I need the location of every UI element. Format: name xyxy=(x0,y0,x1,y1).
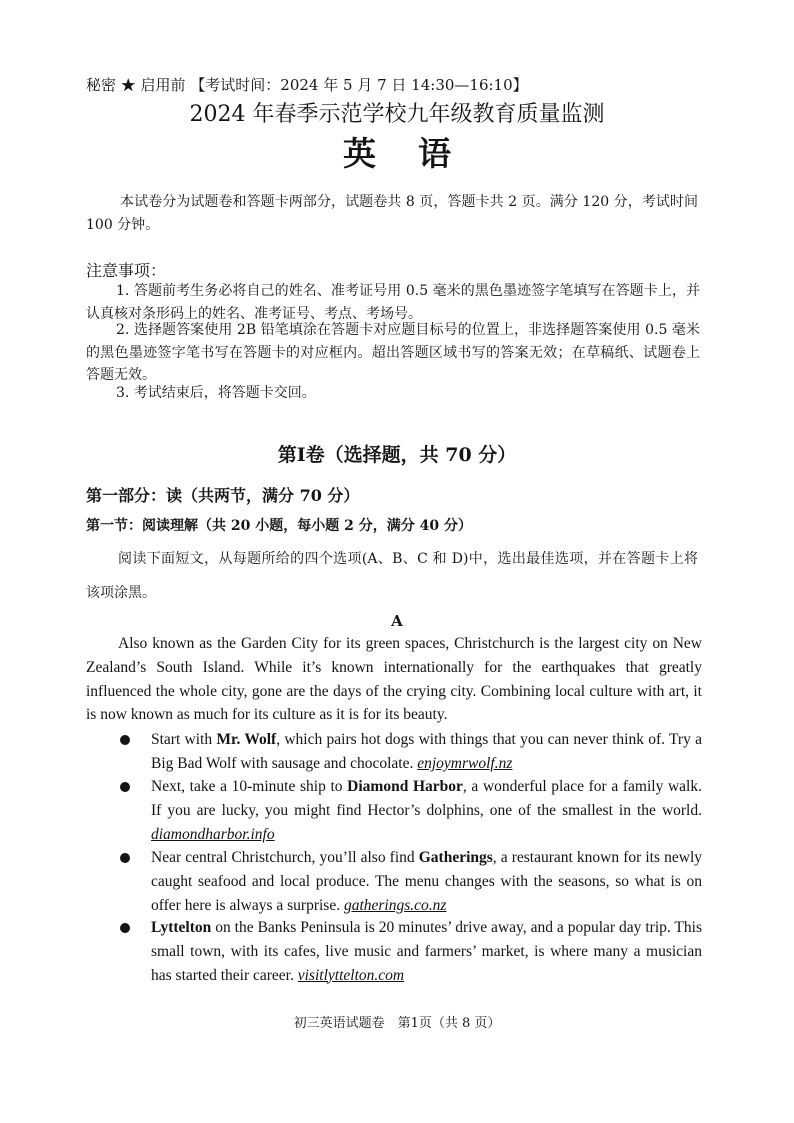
website-link[interactable]: enjoymrwolf.nz xyxy=(417,754,513,772)
notes-heading: 注意事项： xyxy=(86,261,167,280)
website-link[interactable]: gatherings.co.nz xyxy=(343,896,447,914)
bullet-post: , which pairs hot dogs with things that you can never think of. Try a Big Bad Wolf with sausage and chocolate. xyxy=(151,731,702,772)
bullet-dot-icon xyxy=(120,923,130,933)
bullet-pre: Next, take a 10-minute ship to xyxy=(151,778,348,795)
bullet-post: , a wonderful place for a family walk. If you are lucky, you might find Hector’s dolphins, one of the smallest in the world. xyxy=(151,778,702,819)
part-title: 第一部分：读（共两节，满分 70 分） xyxy=(86,486,360,505)
bullet-item xyxy=(86,916,702,987)
subject-title: 英语 xyxy=(343,134,493,173)
website-link[interactable]: diamondharbor.info xyxy=(151,825,275,843)
page-footer: 初三英语试题卷 第1页（共 8 页） xyxy=(293,1016,501,1031)
bullet-dot-icon xyxy=(120,735,130,745)
exam-intro: 本试卷分为试题卷和答题卡两部分，试题卷共 8 页，答题卡共 2 页。满分 120 分，考试时间 100 分钟。 xyxy=(86,194,698,233)
section-title: 第I卷（选择题，共 70 分） xyxy=(277,444,517,466)
subsection-title: 第一节：阅读理解（共 20 小题，每小题 2 分，满分 40 分） xyxy=(86,518,472,534)
bullet-item xyxy=(86,846,702,917)
bullet-post: on the Banks Peninsula is 20 minutes’ drive away, and a popular day trip. This small town, with its cafes, live music and farmers’ market, is where many a musician has started their career. xyxy=(151,919,702,984)
place-name: Mr. Wolf xyxy=(216,731,277,748)
bullet-text xyxy=(151,846,702,917)
note-item: 1. 答题前考生务必将自己的姓名、准考证号用 0.5 毫米的黑色墨迹签字笔填写在答题卡上，并认真核对条形码上的姓名、准考证号、考点、考场号。 xyxy=(86,283,700,322)
confidential-exam-time-line: 秘密 ★ 启用前 【考试时间：2024 年 5 月 7 日 14:30—16:10】 xyxy=(86,76,528,94)
bullet-dot-icon xyxy=(120,782,130,792)
bullet-item xyxy=(86,775,702,846)
place-name: Diamond Harbor xyxy=(347,778,463,795)
bullet-pre: Near central Christchurch, you’ll also find xyxy=(151,849,419,866)
bullet-pre: Start with xyxy=(151,731,217,748)
passage-label: A xyxy=(391,612,403,630)
note-item: 2. 选择题答案使用 2B 铅笔填涂在答题卡对应题目标号的位置上，非选择题答案使用 0.5 毫米的黑色墨迹签字笔书写在答题卡的对应框内。超出答题区域书写的答案无效；在草稿纸、试题卷上答题无效。 xyxy=(86,322,700,383)
bullet-text xyxy=(151,728,702,776)
place-name: Lyttelton xyxy=(151,919,212,936)
note-item: 3. 考试结束后，将答题卡交回。 xyxy=(116,385,316,401)
exam-title: 2024 年春季示范学校九年级教育质量监测 xyxy=(189,102,605,127)
bullet-post: , a restaurant known for its newly caught seafood and local produce. The menu changes with the seasons, so what is on offer here is always a surprise. xyxy=(151,849,702,914)
website-link[interactable]: visitlyttelton.com xyxy=(297,966,405,984)
place-name: Gatherings xyxy=(418,849,493,866)
bullet-dot-icon xyxy=(120,853,130,863)
bullet-item xyxy=(86,728,702,776)
bullet-text xyxy=(151,775,702,846)
reading-instruction: 阅读下面短文，从每题所给的四个选项(A、B、C 和 D)中，选出最佳选项，并在答题卡上将该项涂黑。 xyxy=(86,551,698,601)
passage-paragraph: Also known as the Garden City for its green spaces, Christchurch is the largest city on New Zealand’s South Island. While it’s known internationally for the earthquakes that greatly influenced the whole city, gone are the days of the crying city. Combining local culture with art, it is now known as much for its culture as it is for its beauty. xyxy=(86,635,702,724)
bullet-text xyxy=(151,916,702,987)
